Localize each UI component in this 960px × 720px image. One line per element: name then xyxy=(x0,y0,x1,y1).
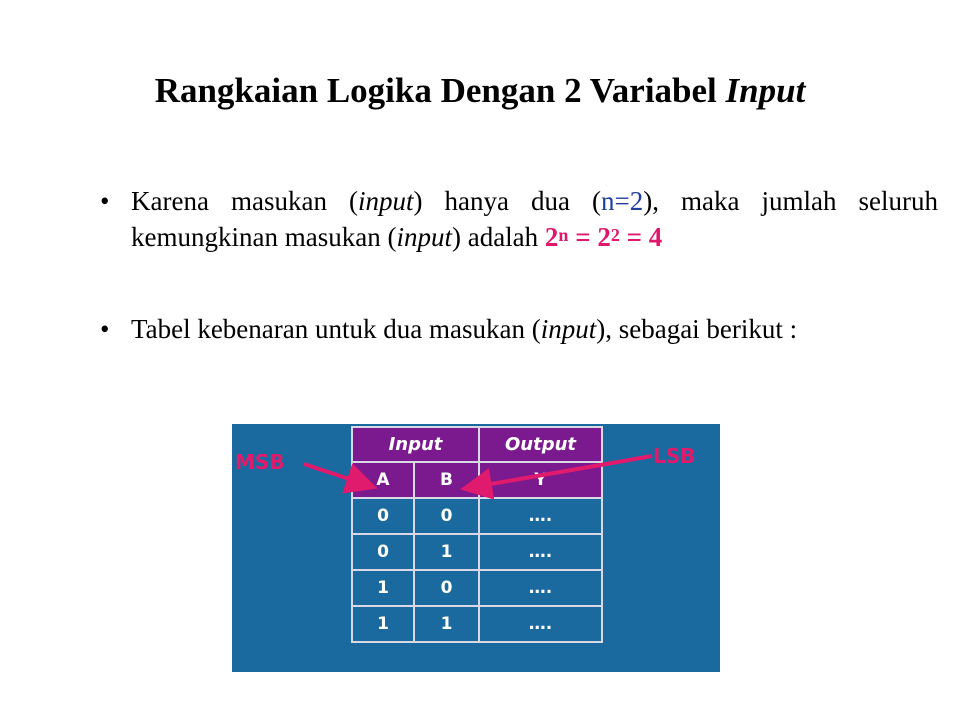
bullet-text-part: ), maka jumlah seluruh kemungkinan masukan ( xyxy=(131,186,938,252)
table-cell: …. xyxy=(479,534,602,570)
bullet-highlight: n=2 xyxy=(601,186,644,216)
table-cell: 0 xyxy=(414,570,479,606)
bullet-italic: input xyxy=(540,314,597,344)
bullet-text-part: Tabel kebenaran untuk dua masukan ( xyxy=(131,314,541,344)
table-cell: 1 xyxy=(414,534,479,570)
msb-arrow xyxy=(304,464,370,486)
table-cell: …. xyxy=(479,498,602,534)
formula xyxy=(545,222,662,252)
table-cell: 1 xyxy=(414,606,479,642)
formula-exponent: 2 xyxy=(610,225,620,245)
bullet-italic: input xyxy=(357,186,414,216)
formula-exponent: n xyxy=(558,225,569,245)
table-cell: 0 xyxy=(352,498,414,534)
lsb-arrow xyxy=(468,456,652,488)
table-cell: 0 xyxy=(352,534,414,570)
bullet-item-1 xyxy=(100,183,938,255)
bullet-item-2 xyxy=(100,311,938,347)
formula-result: = 4 xyxy=(619,222,663,252)
bullet-marker: • xyxy=(100,186,110,216)
bullet-text-part: ), sebagai berikut : xyxy=(596,314,798,344)
title-italic: Input xyxy=(725,71,806,110)
column-a-header: A xyxy=(352,462,414,498)
bullet-text-part: ) hanya dua ( xyxy=(413,186,601,216)
bullet-text-part: Karena masukan ( xyxy=(131,186,358,216)
bullet-text-part: ) adalah xyxy=(451,222,545,252)
bullet-text-2 xyxy=(131,311,938,347)
bullet-text-1 xyxy=(131,183,938,255)
bullet-italic: input xyxy=(396,222,452,252)
title-main: Rangkaian Logika Dengan 2 Variabel xyxy=(154,71,726,110)
bullet-marker: • xyxy=(100,314,110,344)
lsb-label: LSB xyxy=(653,444,696,468)
arrows-overlay xyxy=(232,424,720,672)
input-header: Input xyxy=(352,427,479,462)
formula-mid: = 2 xyxy=(568,222,611,252)
table-cell: …. xyxy=(479,570,602,606)
table-cell: 1 xyxy=(352,570,414,606)
output-header: Output xyxy=(479,427,602,462)
table-cell: 1 xyxy=(352,606,414,642)
truth-table-figure xyxy=(232,424,720,672)
msb-label: MSB xyxy=(235,450,285,474)
column-b-header: B xyxy=(414,462,479,498)
table-cell: …. xyxy=(479,606,602,642)
column-y-header: Y xyxy=(479,462,602,498)
table-cell: 0 xyxy=(414,498,479,534)
formula-base: 2 xyxy=(544,222,559,252)
slide-title xyxy=(0,66,960,116)
